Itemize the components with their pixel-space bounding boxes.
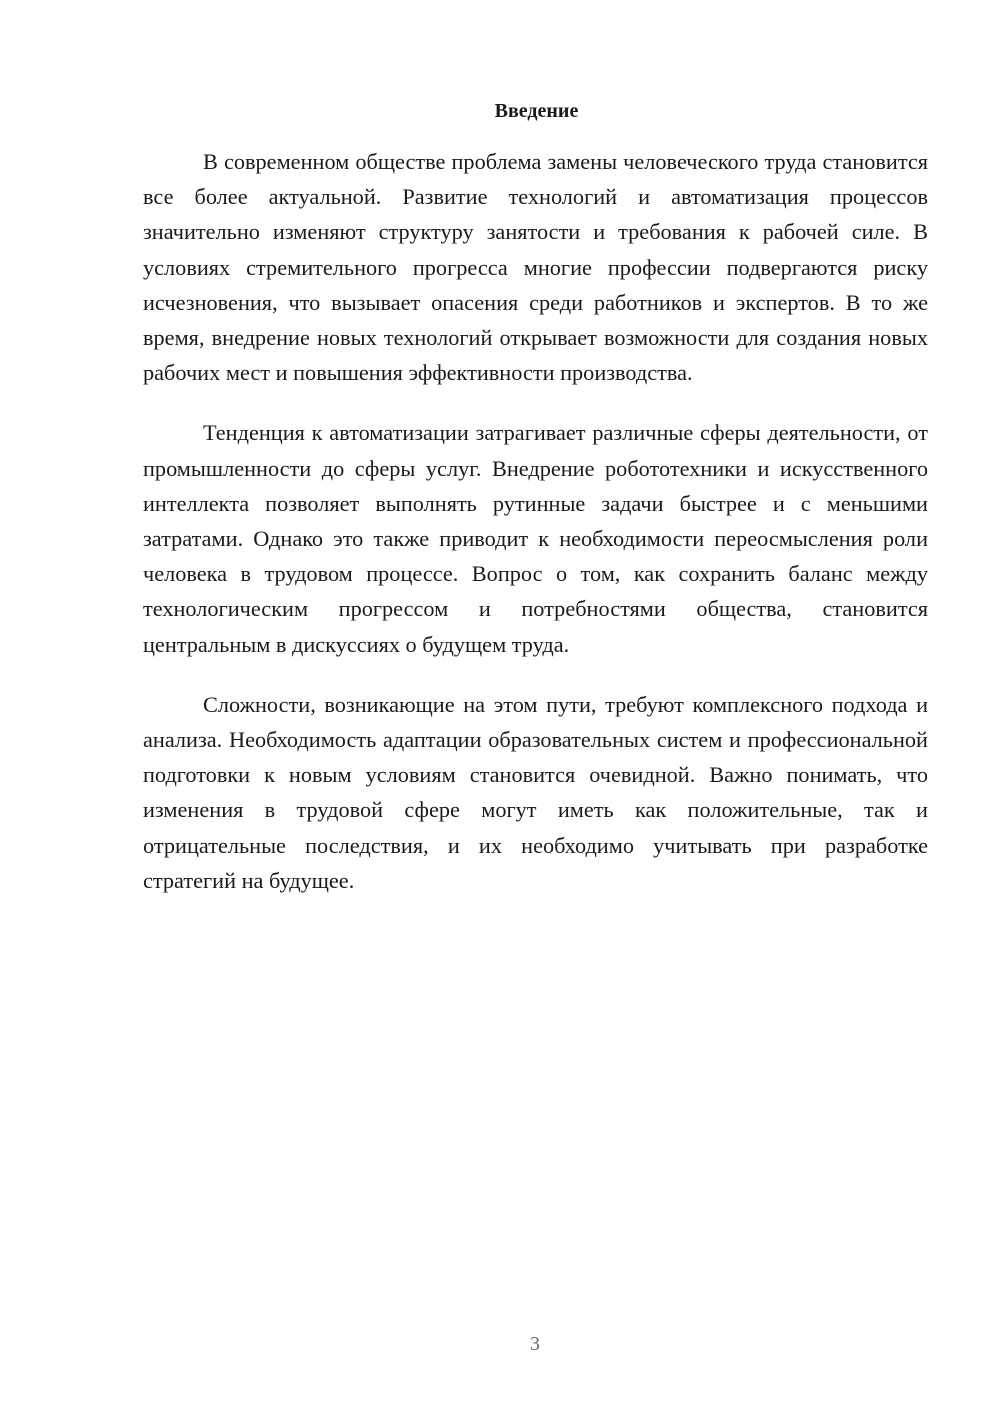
- page-number: 3: [530, 1333, 540, 1355]
- page-content: [143, 96, 928, 923]
- paragraph-1: В современном обществе проблема замены человеческого труда становится все более актуальной. Развитие технологий и автоматизация процессов значительно изменяют структуру занятости и требования к рабочей силе. В условиях стремительного прогресса многие профессии подвергаются риску исчезновения, что вызывает опасения среди работников и экспертов. В то же время, внедрение новых технологий открывает возможности для создания новых рабочих мест и повышения эффективности производства.: [143, 149, 928, 386]
- section-title: Введение: [494, 100, 579, 122]
- paragraph-2: Тенденция к автоматизации затрагивает различные сферы деятельности, от промышленности до сферы услуг. Внедрение робототехники и искусственного интеллекта позволяет выполнять рутинные задачи быстрее и с меньшими затратами. Однако это также приводит к необходимости переосмысления роли человека в трудовом процессе. Вопрос о том, как сохранить баланс между технологическим прогрессом и потребностями общества, становится центральным в дискуссиях о будущем труда.: [143, 420, 928, 657]
- paragraph-3: Сложности, возникающие на этом пути, требуют комплексного подхода и анализа. Необходимость адаптации образовательных систем и профессиональной подготовки к новым условиям становится очевидной. Важно понимать, что изменения в трудовой сфере могут иметь как положительные, так и отрицательные последствия, и их необходимо учитывать при разработке стратегий на будущее.: [143, 691, 928, 893]
